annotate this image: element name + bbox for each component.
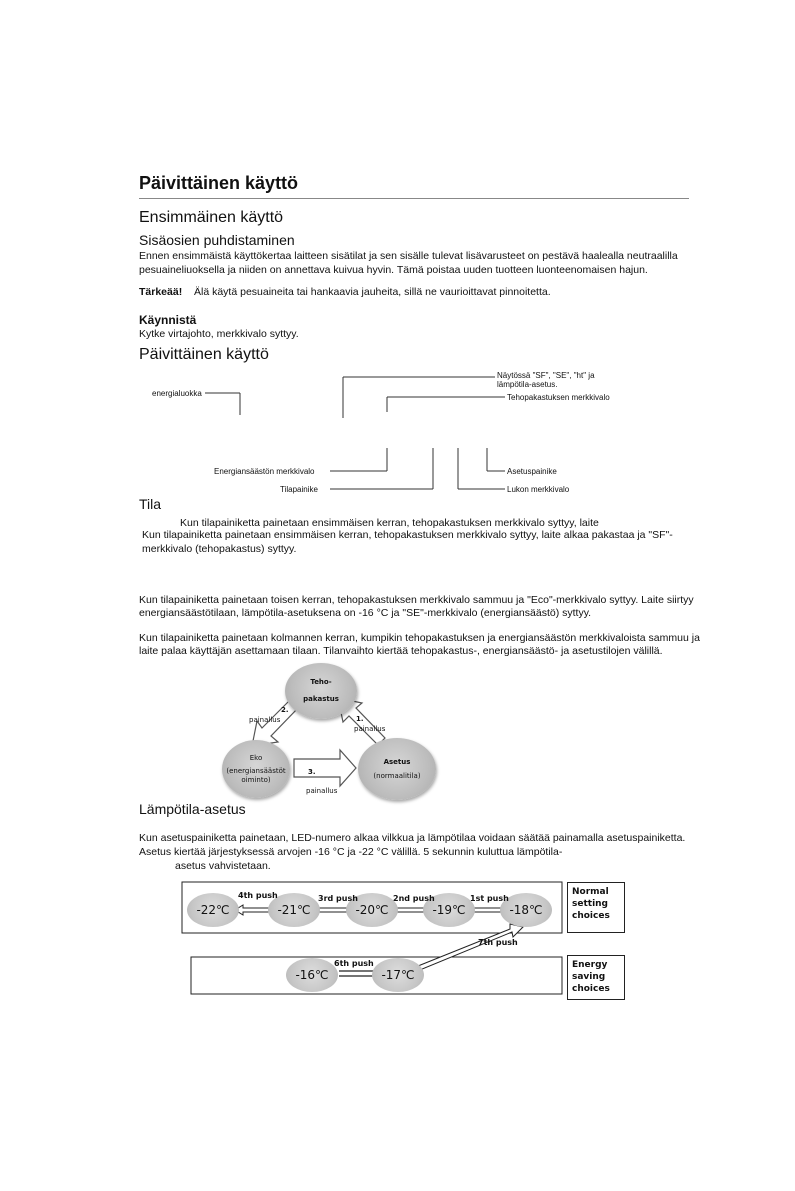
normal-setting-box <box>567 882 625 933</box>
mode-p1-line1: Kun tilapainiketta painetaan ensimmäisen kerran, tehopakastuksen merkkivalo syttyy, laite alkaa pakastaa ja "SF"- <box>142 529 673 541</box>
label-eco-light: Energiansäästön merkkivalo <box>214 467 315 476</box>
normal-box-line-2: setting <box>572 899 608 909</box>
push-2nd-label: 2nd push <box>393 894 435 903</box>
temp-minus-22: -22℃ <box>187 893 239 927</box>
temperature-line-1: Kun asetuspainiketta painetaan, LED-numero alkaa vilkkua ja lämpötilaa voidaan säätää painamalla asetuspainiketta. <box>139 832 686 844</box>
mode-overlap-text: Kun tilapainiketta painetaan ensimmäisen kerran, tehopakastuksen merkkivalo syttyy, laite <box>180 517 599 529</box>
normal-box-line-1: Normal <box>572 887 609 897</box>
boost-label-2: pakastus <box>303 695 339 703</box>
mode-p1-line2: merkkivalo (tehopakastus) syttyy. <box>142 543 297 555</box>
label-display-1: Näytössä "SF", "SE", "ht" ja <box>497 371 595 380</box>
press-2-label: painallus <box>249 716 281 724</box>
cleaning-text-1: Ennen ensimmäistä käyttökertaa laitteen sisätilat ja sen sisälle tulevat lisävarusteet on pestävä haalealla neutraalilla <box>139 250 678 262</box>
push-7th-label: 7th push <box>478 938 518 947</box>
page-title: Päivittäinen käyttö <box>139 173 299 193</box>
normal-label-2: (normaalitila) <box>373 771 421 780</box>
temp-minus-21: -21℃ <box>268 893 320 927</box>
mode-p2-line1: Kun tilapainiketta painetaan toisen kerran, tehopakastuksen merkkivalo sammuu ja "Eco"-merkkivalo syttyy. Laite siirtyy <box>139 594 694 606</box>
normal-label-1: Asetus <box>383 757 411 766</box>
label-setting-button: Asetuspainike <box>507 467 557 476</box>
daily-heading: Päivittäinen käyttö <box>139 346 269 363</box>
eco-label-3: oiminto) <box>241 775 271 784</box>
eco-label-2: (energiansäästöt <box>226 766 286 775</box>
first-use-heading: Ensimmäinen käyttö <box>139 209 284 226</box>
important-label: Tärkeää! <box>139 286 183 298</box>
mode-heading: Tila <box>139 496 162 512</box>
eco-label-1: Eko <box>249 753 263 762</box>
mode-p2-line2: energiansäästötilaan, lämpötila-asetuksena on -16 °C ja "SE"-merkkivalo (energiansäästö) syttyy. <box>139 607 592 619</box>
saving-box-line-3: choices <box>572 984 610 994</box>
label-energy-class: energialuokka <box>152 389 202 398</box>
cleaning-heading: Sisäosien puhdistaminen <box>139 232 295 248</box>
important-text: Älä käytä pesuaineita tai hankaavia jauheita, sillä ne vaurioittavat pinnoitetta. <box>194 286 551 298</box>
push-4th-label: 4th push <box>238 891 278 900</box>
press-3-label: painallus <box>306 787 338 795</box>
label-boost-light: Tehopakastuksen merkkivalo <box>507 393 610 402</box>
saving-box-line-1: Energy <box>572 960 608 970</box>
temperature-line-3: asetus vahvistetaan. <box>175 860 271 872</box>
temperature-line-2: Asetus kiertää järjestyksessä arvojen -16 °C ja -22 °C välillä. 5 sekunnin kuluttua lämpötila- <box>139 846 563 858</box>
start-text: Kytke virtajohto, merkkivalo syttyy. <box>139 328 299 340</box>
start-heading: Käynnistä <box>139 313 197 327</box>
push-6th-label: 6th push <box>334 959 374 968</box>
press-2-number: 2. <box>281 706 289 714</box>
press-1-label: painallus <box>354 725 386 733</box>
mode-p3-line2: laite palaa käyttäjän asettamaan tilaan. Tilanvaihto kiertää tehopakastus-, energiansäästö- ja asetustilojen välillä. <box>139 645 663 657</box>
boost-label-1: Teho- <box>310 678 332 686</box>
energy-saving-box <box>567 955 625 1000</box>
press-1-number: 1. <box>356 715 364 723</box>
press-3-number: 3. <box>308 768 316 776</box>
temp-minus-17: -17℃ <box>372 958 424 992</box>
temp-minus-16: -16℃ <box>286 958 338 992</box>
label-display-2: lämpötila-asetus. <box>497 380 558 389</box>
label-lock-light: Lukon merkkivalo <box>507 485 570 494</box>
label-mode-button: Tilapainike <box>280 485 318 494</box>
cleaning-text-2: pesuaineliuoksella ja niiden on annettava kuivua hyvin. Tämä poistaa uuden tuotteen luonteenomaisen hajun. <box>139 264 648 276</box>
temp-minus-18: -18℃ <box>500 893 552 927</box>
temp-minus-20: -20℃ <box>346 893 398 927</box>
temperature-heading: Lämpötila-asetus <box>139 801 246 817</box>
mode-p3-line1: Kun tilapainiketta painetaan kolmannen kerran, kumpikin tehopakastuksen ja energiansäästön merkkivaloista sammuu ja <box>139 632 700 644</box>
push-3rd-label: 3rd push <box>318 894 358 903</box>
saving-box-line-2: saving <box>572 972 606 982</box>
normal-box-line-3: choices <box>572 911 610 921</box>
push-1st-label: 1st push <box>470 894 509 903</box>
temp-minus-19: -19℃ <box>423 893 475 927</box>
